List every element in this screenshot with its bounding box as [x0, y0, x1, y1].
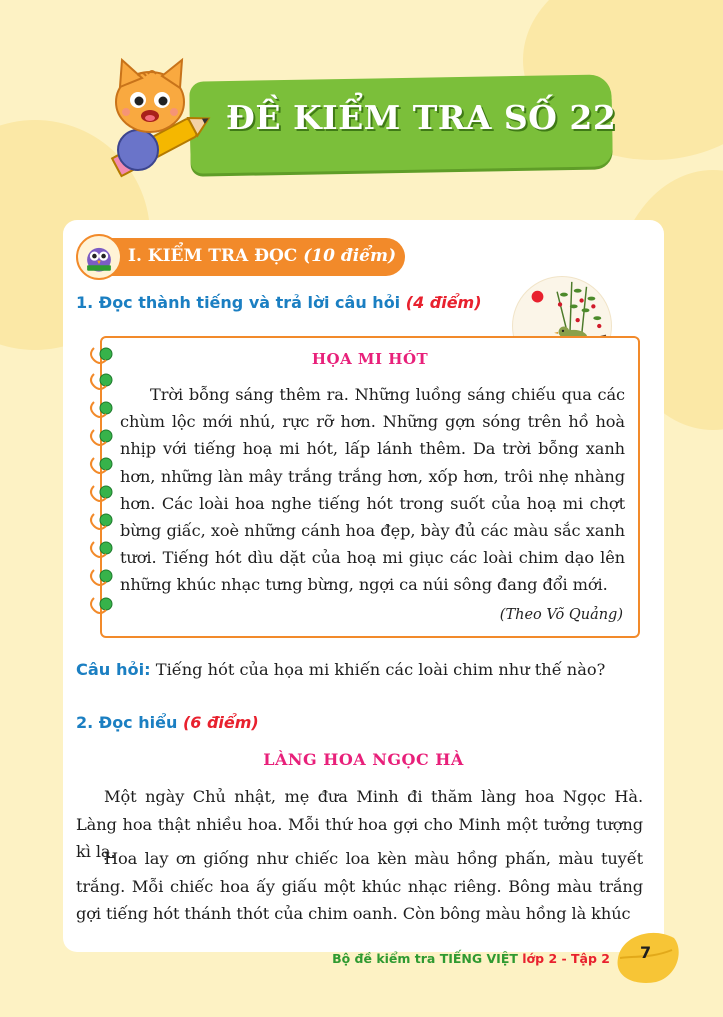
book-title: Bộ đề kiểm tra TIẾNG VIỆT: [332, 951, 518, 966]
part1-heading: [76, 293, 482, 312]
section-title: [128, 246, 396, 266]
part2-heading-text: 2. Đọc hiểu: [76, 713, 178, 732]
part2-heading: [76, 713, 259, 732]
question-text: Tiếng hót của họa mi khiến các loài chim như thế nào?: [155, 660, 606, 679]
story-title: LÀNG HOA NGỌC HÀ: [263, 750, 464, 769]
reading-title: HỌA MI HÓT: [311, 350, 429, 368]
cat-mascot-icon: [92, 52, 222, 182]
question: [76, 660, 636, 679]
page-number: 7: [640, 943, 652, 962]
page-title: ĐỀ KIỂM TRA SỐ 22: [226, 98, 617, 137]
section-title-text: I. KIỂM TRA ĐỌC: [128, 246, 298, 266]
book-footer: [310, 951, 610, 966]
section-points: (10 điểm): [303, 246, 397, 266]
reading-passage: Trời bỗng sáng thêm ra. Những luồng sáng chiếu qua các chùm lộc mới nhú, rực rỡ hơn. Những gợn sóng trên hồ hoà nhịp với tiếng hoạ mi hót, lấp lánh thêm. Da trời bỗng xanh hơn, những làn mây trắng trắng hơn, xốp hơn, trôi nhẹ nhàng hơn. Các loài hoa nghe tiếng hót trong suốt của hoạ mi chợt bừng giấc, xoè những cánh hoa đẹp, bày đủ các màu sắc xanh tươi. Tiếng hót dìu dặt của hoạ mi giục các loài chim dạo lên những khúc nhạc tưng bừng, ngợi ca núi sông đang đổi mới.: [120, 385, 625, 595]
part1-heading-text: 1. Đọc thành tiếng và trả lời câu hỏi: [76, 293, 401, 312]
question-label: Câu hỏi:: [76, 660, 151, 679]
owl-icon: [76, 234, 122, 280]
story-paragraph-2: Hoa lay ơn giống như chiếc loa kèn màu hồng phấn, màu tuyết trắng. Mỗi chiếc hoa ấy giấu một khúc nhạc riêng. Bông màu trắng gợi tiếng hót thánh thót của chim oanh. Còn bông màu hồng là khúc: [76, 849, 643, 923]
story-paragraph-1: Một ngày Chủ nhật, mẹ đưa Minh đi thăm làng hoa Ngọc Hà. Làng hoa thật nhiều hoa. Mỗi thứ hoa gợi cho Minh một tưởng tượng kì lạ.: [76, 787, 643, 861]
reading-source: (Theo Võ Quảng): [499, 607, 623, 623]
part2-points: (6 điểm): [182, 713, 259, 732]
part1-points: (4 điểm): [405, 293, 482, 312]
book-volume: lớp 2 - Tập 2: [522, 951, 610, 966]
